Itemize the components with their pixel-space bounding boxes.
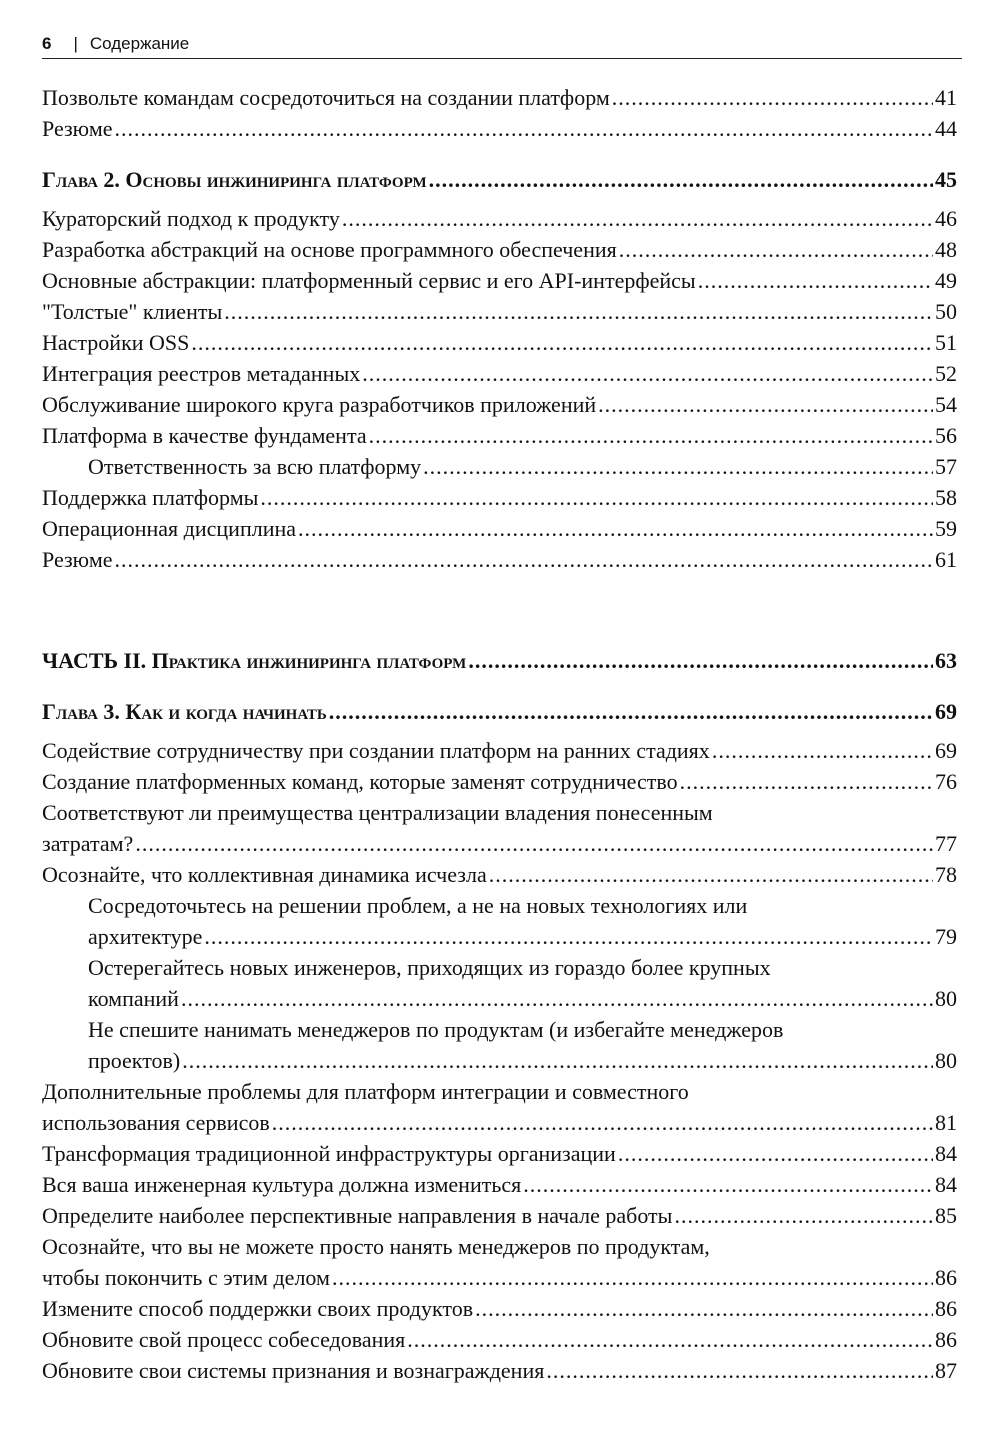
toc-entry-title: Вся ваша инженерная культура должна измениться: [42, 1172, 522, 1197]
toc-entry[interactable]: [42, 1324, 957, 1355]
toc-entry-page: 54: [935, 392, 957, 417]
toc-entry-title-line1: Соответствуют ли преимущества централизации владения понесенным: [42, 800, 713, 825]
toc-entry-title: Обслуживание широкого круга разработчиков приложений: [42, 392, 597, 417]
toc-entry-page: 58: [935, 485, 957, 510]
toc-entry-title: Обновите свой процесс собеседования: [42, 1327, 406, 1352]
toc-entry-page: 84: [935, 1141, 957, 1166]
toc-entry-title: Настройки OSS: [42, 330, 190, 355]
leader-dots: [674, 1200, 933, 1231]
toc-entry-title: Разработка абстракций на основе программного обеспечения: [42, 237, 617, 262]
toc-entry[interactable]: [42, 420, 957, 451]
toc-entry-title: Операционная дисциплина: [42, 516, 297, 541]
leader-dots: [298, 513, 933, 544]
toc-entry-page: 79: [935, 924, 957, 949]
toc-chapter-3[interactable]: [42, 696, 957, 727]
toc-entry-page: 78: [935, 862, 957, 887]
toc-entry-wrapped[interactable]: [42, 1076, 957, 1138]
chapter-page: 45: [935, 167, 957, 192]
leader-dots: [619, 234, 933, 265]
toc-entry-title-line1: Осознайте, что вы не можете просто нанять менеджеров по продуктам,: [42, 1234, 710, 1259]
toc-entry-page: 86: [935, 1265, 957, 1290]
toc-entry[interactable]: [42, 1355, 957, 1386]
toc-entry-page: 52: [935, 361, 957, 386]
toc-entry-title: Позвольте командам сосредоточиться на создании платформ: [42, 85, 610, 110]
toc-entry[interactable]: [42, 766, 957, 797]
toc-entry-page: 41: [935, 85, 957, 110]
leader-dots: [329, 696, 933, 727]
toc-entry-title-line2: компаний: [88, 986, 179, 1011]
toc-entry[interactable]: [42, 544, 957, 575]
toc-entry-page: 61: [935, 547, 957, 572]
toc-entry-title: Поддержка платформы: [42, 485, 259, 510]
toc-entry-page: 80: [935, 1048, 957, 1073]
leader-dots: [698, 265, 933, 296]
leader-dots: [618, 1138, 933, 1169]
toc-entry-title-line2: чтобы покончить с этим делом: [42, 1265, 330, 1290]
leader-dots: [260, 482, 933, 513]
toc-entry[interactable]: [42, 113, 957, 144]
leader-dots: [342, 203, 933, 234]
toc-entry[interactable]: [42, 234, 957, 265]
toc-entry[interactable]: [42, 265, 957, 296]
toc-entry-title: Интеграция реестров метаданных: [42, 361, 361, 386]
toc-entry-title: Резюме: [42, 116, 113, 141]
table-of-contents: [42, 82, 957, 1386]
toc-entry-title: "Толстые" клиенты: [42, 299, 223, 324]
toc-entry[interactable]: [42, 358, 957, 389]
toc-entry-title: Основные абстракции: платформенный сервис и его API-интерфейсы: [42, 268, 696, 293]
toc-entry-page: 59: [935, 516, 957, 541]
toc-entry-page: 81: [935, 1110, 957, 1135]
toc-entry[interactable]: [42, 1293, 957, 1324]
toc-entry-title: Осознайте, что коллективная динамика исчезла: [42, 862, 487, 887]
toc-entry-page: 69: [935, 738, 957, 763]
toc-entry-page: 44: [935, 116, 957, 141]
toc-entry-page: 87: [935, 1358, 957, 1383]
leader-dots: [712, 735, 933, 766]
leader-dots: [423, 451, 933, 482]
toc-subentry-wrapped[interactable]: [42, 952, 957, 1014]
toc-entry-title: Создание платформенных команд, которые заменят сотрудничество: [42, 769, 678, 794]
leader-dots: [115, 544, 933, 575]
toc-entry-title-line1: Остерегайтесь новых инженеров, приходящих из гораздо более крупных: [88, 955, 771, 980]
leader-dots: [523, 1169, 933, 1200]
toc-entry-title-line1: Не спешите нанимать менеджеров по продуктам (и избегайте менеджеров: [88, 1017, 784, 1042]
toc-chapter-2[interactable]: [42, 164, 957, 195]
toc-entry-page: 86: [935, 1327, 957, 1352]
leader-dots: [332, 1262, 933, 1293]
toc-entry-page: 85: [935, 1203, 957, 1228]
chapter-title: Глава 2. Основы инжиниринга платформ: [42, 167, 427, 192]
chapter-title: Глава 3. Как и когда начинать: [42, 699, 327, 724]
leader-dots: [489, 859, 933, 890]
part-page: 63: [935, 648, 957, 673]
toc-entry-page: 46: [935, 206, 957, 231]
toc-entry-title: Обновите свои системы признания и вознаграждения: [42, 1358, 545, 1383]
toc-entry[interactable]: [42, 1200, 957, 1231]
header-title: Содержание: [89, 34, 190, 53]
page-number: 6: [42, 34, 52, 53]
leader-dots: [181, 983, 933, 1014]
leader-dots: [475, 1293, 933, 1324]
toc-entry-page: 80: [935, 986, 957, 1011]
toc-entry-page: 48: [935, 237, 957, 262]
leader-dots: [362, 358, 933, 389]
leader-dots: [407, 1324, 933, 1355]
toc-entry-title-line2: затратам?: [42, 831, 134, 856]
toc-entry-title-line1: Сосредоточьтесь на решении проблем, а не на новых технологиях или: [88, 893, 748, 918]
leader-dots: [204, 921, 933, 952]
toc-entry-page: 51: [935, 330, 957, 355]
toc-entry-wrapped[interactable]: [42, 1231, 957, 1293]
toc-entry-title: Трансформация традиционной инфраструктуры организации: [42, 1141, 616, 1166]
toc-entry[interactable]: [42, 327, 957, 358]
toc-entry-page: 76: [935, 769, 957, 794]
toc-entry[interactable]: [42, 513, 957, 544]
leader-dots: [612, 82, 933, 113]
toc-subentry-wrapped[interactable]: [42, 1014, 957, 1076]
toc-entry-title: Кураторский подход к продукту: [42, 206, 340, 231]
toc-entry[interactable]: [42, 735, 957, 766]
leader-dots: [182, 1045, 933, 1076]
leader-dots: [369, 420, 933, 451]
toc-subentry-wrapped[interactable]: [42, 890, 957, 952]
toc-entry-page: 86: [935, 1296, 957, 1321]
leader-dots: [272, 1107, 933, 1138]
part-title: ЧАСТЬ II. Практика инжиниринга платформ: [42, 648, 467, 673]
toc-entry-title-line2: архитектуре: [88, 924, 203, 949]
toc-entry[interactable]: [42, 1169, 957, 1200]
toc-entry-title: Содействие сотрудничеству при создании платформ на ранних стадиях: [42, 738, 710, 763]
toc-entry-page: 49: [935, 268, 957, 293]
toc-entry-wrapped[interactable]: [42, 797, 957, 859]
toc-entry[interactable]: [42, 296, 957, 327]
toc-entry-page: 84: [935, 1172, 957, 1197]
toc-entry[interactable]: [42, 482, 957, 513]
toc-entry-page: 50: [935, 299, 957, 324]
toc-subentry[interactable]: [42, 451, 957, 482]
toc-entry[interactable]: [42, 1138, 957, 1169]
header-separator: |: [73, 34, 78, 53]
toc-entry-title: Ответственность за всю платформу: [88, 454, 422, 479]
toc-entry[interactable]: [42, 389, 957, 420]
toc-entry-page: 57: [935, 454, 957, 479]
leader-dots: [680, 766, 933, 797]
leader-dots: [546, 1355, 933, 1386]
leader-dots: [115, 113, 933, 144]
toc-entry-title: Платформа в качестве фундамента: [42, 423, 367, 448]
toc-entry-title: Определите наиболее перспективные направления в начале работы: [42, 1203, 673, 1228]
leader-dots: [224, 296, 933, 327]
leader-dots: [191, 327, 933, 358]
leader-dots: [598, 389, 933, 420]
leader-dots: [429, 164, 933, 195]
toc-entry[interactable]: [42, 859, 957, 890]
toc-entry[interactable]: [42, 203, 957, 234]
toc-entry-title-line2: проектов): [88, 1048, 181, 1073]
toc-entry-title-line1: Дополнительные проблемы для платформ интеграции и совместного: [42, 1079, 689, 1104]
toc-entry-title: Резюме: [42, 547, 113, 572]
page-header: [42, 32, 962, 59]
toc-entry[interactable]: [42, 82, 957, 113]
toc-entry-title-line2: использования сервисов: [42, 1110, 270, 1135]
chapter-page: 69: [935, 699, 957, 724]
toc-entry-title: Измените способ поддержки своих продуктов: [42, 1296, 474, 1321]
leader-dots: [468, 645, 933, 676]
toc-entry-page: 56: [935, 423, 957, 448]
leader-dots: [135, 828, 933, 859]
toc-part-2[interactable]: [42, 645, 957, 676]
toc-entry-page: 77: [935, 831, 957, 856]
